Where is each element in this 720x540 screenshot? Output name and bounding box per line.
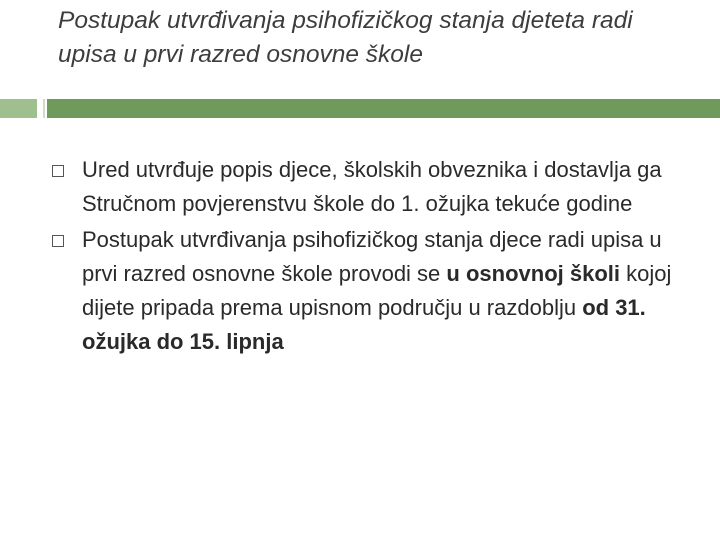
title-accent-bar-left [0, 99, 37, 118]
bullet-text-2-bold1: u osnovnoj školi [446, 261, 620, 286]
bullet-text-2-part2: kojoj dijete pripada prema upisnom području u razdoblju [82, 261, 672, 320]
square-bullet-icon [52, 235, 64, 247]
square-bullet-icon [52, 165, 64, 177]
bullet-text-2-bold2: od 31. ožujka do 15. lipnja [82, 295, 646, 354]
bullet-text-1: Ured utvrđuje popis djece, školskih obveznika i dostavlja ga Stručnom povjerenstvu škole do 1. ožujka tekuće godine [82, 157, 662, 216]
slide-title: Postupak utvrđivanja psihofizičkog stanja djeteta radi upisa u prvi razred osnovne škole [58, 7, 633, 68]
bullet-item-2 [0, 223, 720, 359]
bullet-item-1 [0, 153, 720, 221]
slide-content [0, 153, 720, 361]
title-accent-bar-divider [43, 99, 45, 118]
bullet-text-2-part1: Postupak utvrđivanja psihofizičkog stanja djece radi upisa u prvi razred osnovne škole provodi se [82, 227, 662, 286]
title-accent-bar-right [47, 99, 720, 118]
